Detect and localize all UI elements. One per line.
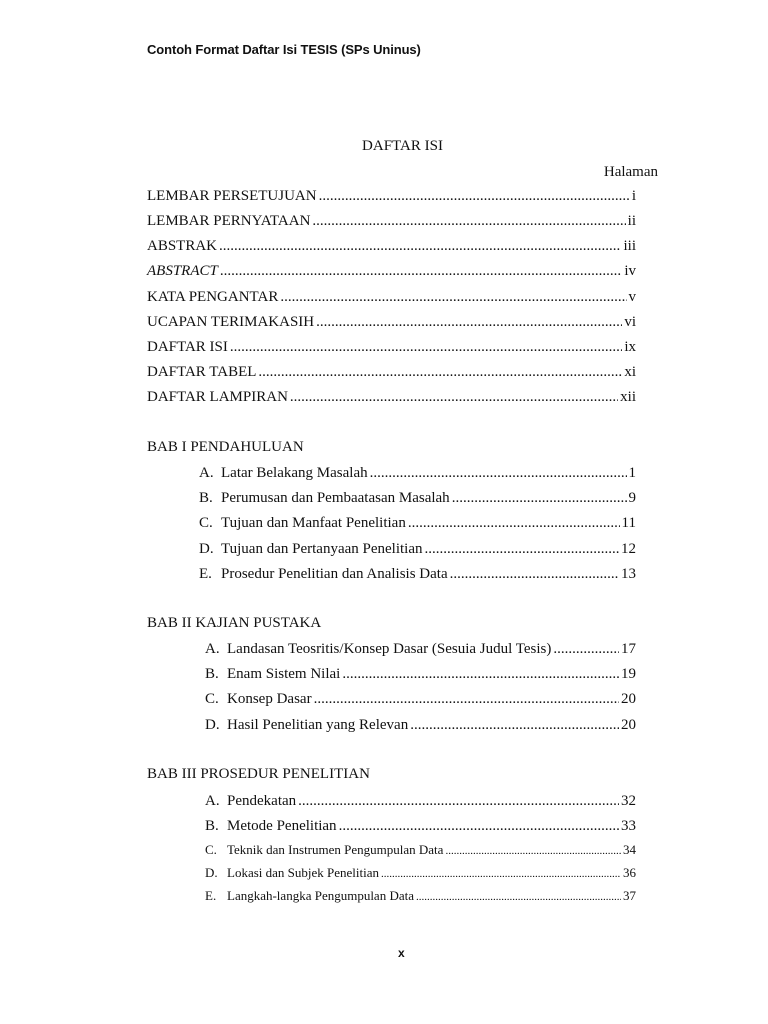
toc-entry-page: 13 [621, 566, 636, 582]
chapter-heading: BAB II KAJIAN PUSTAKA [147, 615, 322, 631]
leader-dots [408, 513, 620, 533]
toc-entry-letter: B. [199, 490, 213, 506]
toc-entry-letter: A. [205, 641, 220, 657]
toc-entry-page: v [628, 289, 636, 305]
toc-entry-letter: A. [199, 465, 214, 481]
leader-dots [290, 387, 618, 407]
toc-entry-page: 32 [621, 793, 636, 809]
toc-entry-letter: D. [205, 865, 218, 880]
leader-dots [219, 236, 621, 256]
toc-entry-page: 1 [628, 465, 636, 481]
toc-entry-label [199, 463, 368, 483]
leader-dots [220, 261, 622, 281]
toc-entry-text: Tujuan dan Manfaat Penelitian [221, 515, 406, 531]
toc-entry-letter: D. [205, 717, 220, 733]
toc-entry-label [199, 539, 423, 559]
toc-entry [147, 211, 636, 231]
toc-entry [147, 337, 636, 357]
leader-dots [416, 887, 621, 907]
toc-entry-label: DAFTAR ISI [147, 339, 228, 355]
leader-dots [342, 664, 619, 684]
leader-dots [450, 564, 619, 584]
toc-entry-text: Landasan Teosritis/Konsep Dasar (Sesuia Judul Tesis) [227, 641, 552, 657]
toc-entry-label [205, 816, 337, 836]
toc-entry-page: 19 [621, 666, 636, 682]
toc-entry [147, 287, 636, 307]
toc-entry-page: 20 [621, 691, 636, 707]
chapter-heading: BAB I PENDAHULUAN [147, 439, 304, 455]
toc-entry-page: xii [620, 389, 636, 405]
toc-entry-label [205, 715, 408, 735]
toc-entry-letter: A. [205, 793, 220, 809]
toc-entry-label: DAFTAR TABEL [147, 364, 257, 380]
toc-entry [205, 840, 636, 860]
leader-dots [339, 816, 619, 836]
toc-entry-page: 9 [628, 490, 636, 506]
page-title: DAFTAR ISI [362, 138, 443, 154]
leader-dots [452, 488, 627, 508]
toc-entry-page: 11 [621, 515, 636, 531]
toc-entry [199, 488, 636, 508]
leader-dots [425, 539, 620, 559]
toc-entry-page: 17 [621, 641, 636, 657]
toc-entry-label: LEMBAR PERNYATAAN [147, 213, 311, 229]
toc-entry-page: 33 [621, 818, 636, 834]
toc-entry-text: Enam Sistem Nilai [227, 666, 341, 682]
toc-entry-label: LEMBAR PERSETUJUAN [147, 188, 317, 204]
toc-entry-text: Pendekatan [227, 793, 297, 809]
leader-dots [370, 463, 627, 483]
toc-entry-letter: C. [205, 691, 219, 707]
toc-entry-label [205, 664, 340, 684]
toc-entry [199, 564, 636, 584]
toc-entry [147, 236, 636, 256]
toc-entry-letter: C. [199, 515, 213, 531]
leader-dots [298, 791, 619, 811]
toc-entry-text: Lokasi dan Subjek Penelitian [227, 865, 380, 880]
toc-entry-text: Hasil Penelitian yang Relevan [227, 717, 409, 733]
toc-entry-label [205, 689, 312, 709]
toc-entry-label: KATA PENGANTAR [147, 289, 279, 305]
toc-entry-label [205, 791, 296, 811]
leader-dots [280, 287, 626, 307]
toc-entry-text: Perumusan dan Pembaatasan Masalah [221, 490, 450, 506]
toc-entry [147, 186, 636, 206]
toc-entry-page: 34 [623, 842, 636, 857]
toc-entry-page: 36 [623, 865, 636, 880]
leader-dots [258, 362, 622, 382]
toc-entry-label: ABSTRACT [147, 263, 218, 279]
toc-entry-label [205, 863, 379, 883]
toc-entry-page: 20 [621, 717, 636, 733]
toc-entry-page: vi [624, 314, 636, 330]
toc-entry-label [199, 513, 406, 533]
toc-entry-letter: B. [205, 818, 219, 834]
page-number: x [398, 946, 405, 960]
toc-entry-letter: E. [205, 888, 217, 903]
toc-entry-page: 37 [623, 888, 636, 903]
toc-entry [205, 816, 636, 836]
leader-dots [445, 841, 621, 861]
toc-entry-label: UCAPAN TERIMAKASIH [147, 314, 315, 330]
toc-entry [205, 863, 636, 883]
toc-entry [147, 312, 636, 332]
toc-entry-text: Prosedur Penelitian dan Analisis Data [221, 566, 448, 582]
toc-entry-text: Teknik dan Instrumen Pengumpulan Data [227, 842, 444, 857]
toc-entry [147, 387, 636, 407]
toc-entry-text: Latar Belakang Masalah [221, 465, 368, 481]
leader-dots [230, 337, 622, 357]
toc-entry [205, 886, 636, 906]
leader-dots [314, 689, 619, 709]
toc-entry-label: ABSTRAK [147, 238, 218, 254]
page-column-label: Halaman [603, 164, 658, 180]
toc-entry-label [205, 639, 551, 659]
toc-entry [199, 463, 636, 483]
toc-entry [205, 664, 636, 684]
leader-dots [319, 186, 630, 206]
toc-entry [205, 689, 636, 709]
leader-dots [312, 211, 625, 231]
toc-entry [199, 539, 636, 559]
toc-entry-label [205, 840, 443, 860]
toc-entry-label [199, 564, 448, 584]
toc-entry-label: DAFTAR LAMPIRAN [147, 389, 288, 405]
toc-entry [205, 715, 636, 735]
leader-dots [316, 312, 622, 332]
toc-entry [147, 261, 636, 281]
toc-entry-page: iv [624, 263, 636, 279]
toc-entry [147, 362, 636, 382]
leader-dots [553, 639, 619, 659]
toc-entry-text: Tujuan dan Pertanyaan Penelitian [221, 541, 423, 557]
toc-entry-page: i [631, 188, 636, 204]
toc-entry-letter: B. [205, 666, 219, 682]
leader-dots [381, 864, 621, 884]
toc-entry-letter: C. [205, 842, 217, 857]
toc-entry-text: Metode Penelitian [227, 818, 337, 834]
leader-dots [410, 715, 619, 735]
toc-entry-page: 12 [621, 541, 636, 557]
chapter-heading: BAB III PROSEDUR PENELITIAN [147, 766, 370, 782]
toc-entry-page: xi [624, 364, 636, 380]
toc-entry [205, 791, 636, 811]
toc-entry-letter: E. [199, 566, 212, 582]
toc-entry-page: ix [624, 339, 636, 355]
toc-entry-label [199, 488, 450, 508]
toc-entry-letter: D. [199, 541, 214, 557]
toc-entry-page: iii [623, 238, 636, 254]
toc-entry [205, 639, 636, 659]
toc-entry-text: Langkah-langka Pengumpulan Data [227, 888, 414, 903]
document-header: Contoh Format Daftar Isi TESIS (SPs Uninus) [147, 42, 421, 57]
toc-entry-page: ii [627, 213, 636, 229]
toc-entry [199, 513, 636, 533]
toc-entry-text: Konsep Dasar [227, 691, 312, 707]
toc-entry-label [205, 886, 414, 906]
